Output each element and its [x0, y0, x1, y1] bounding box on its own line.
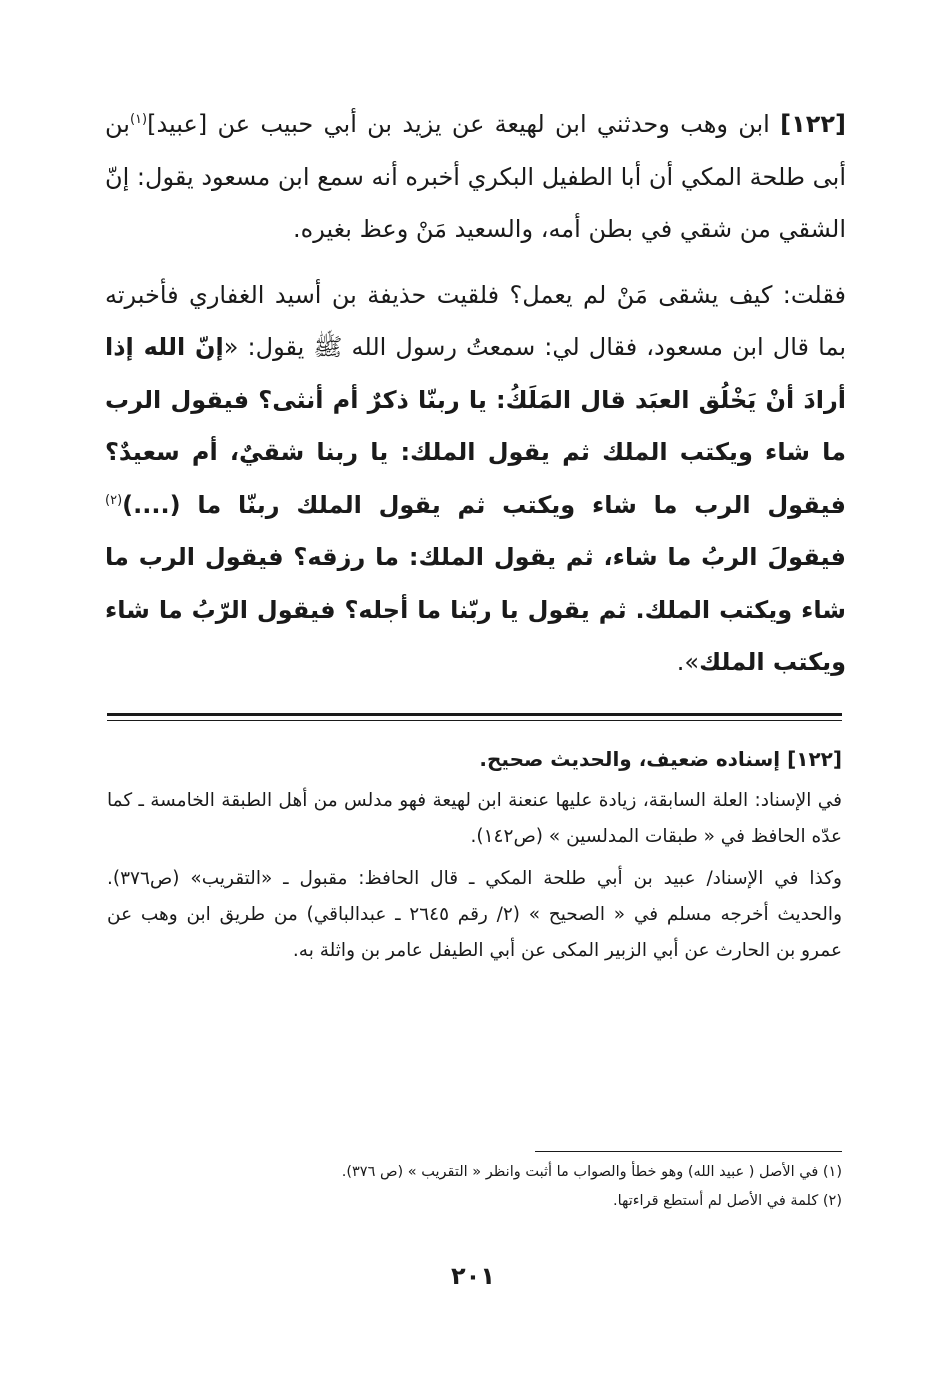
takhrij-paragraph-2: وكذا في الإسناد/ عبيد بن أبي طلحة المكي ـ قال الحافظ: مقبول ـ «التقريب» (ص٣٧٦). والحديث أخرجه مسلم في « الصحيح » (٢/ رقم ٢٦٤٥ ـ عبدالباقي) من طريق ابن وهب عن عمرو بن الحارث عن أبي الزبير المكى عن أبي الطيفل عامر بن واثلة به. [107, 868, 843, 961]
hadith-paragraph-matn [105, 269, 846, 689]
hadith-text [105, 98, 846, 689]
takhrij-section [107, 741, 842, 969]
matn-quote-part1: إنّ الله إذا أرادَ أنْ يَخْلُق العبَد قال المَلَكُ: يا ربنّا ذكرٌ أم أنثى؟ فيقول الرب ما شاء ويكتب الملك ثم يقول الملك: يا ربنا شقيٌ، أم سعيدٌ؟ فيقول الرب ما شاء ويكتب ثم يقول الملك ربنّا ما (....) [105, 333, 846, 519]
isnad-text-end: بن أبى طلحة المكي أن أبا الطفيل البكري أخبره أنه سمع ابن مسعود يقول: إنّ الشقي من شقي في بطن أمه، والسعيد مَنْ وعظ بغيره. [105, 110, 846, 243]
takhrij-paragraph-1: في الإسناد: العلة السابقة، زيادة عليها عنعنة ابن لهيعة فهو مدلس من أهل الطبقة الخامسة ـ كما عدّه الحافظ في « طبقات المدلسين » (ص١٤٢). [107, 790, 842, 847]
footnote-2: (٢) كلمة في الأصل لم أستطع قراءتها. [612, 1193, 842, 1209]
matn-quote-part2: فيقولَ الربُ ما شاء، ثم يقول الملك: ما رزقه؟ فيقول الرب ما شاء ويكتب الملك. ثم يقول يا ربّنا ما أجله؟ فيقول الرّبُ ما شاء ويكتب الملك [105, 543, 846, 676]
section-divider [107, 713, 842, 721]
footnote-divider [535, 1151, 842, 1152]
matn-intro: فقلت: كيف يشقى مَنْ لم يعمل؟ فلقيت حذيفة بن أسيد الغفاري فأخبرته بما قال ابن مسعود، فقال لي: سمعتُ رسول الله ﷺ يقول: « [105, 280, 846, 361]
footnote-1: (١) في الأصل ( عبيد الله) وهو خطأ والصواب ما أثبت وانظر « التقريب » (ص ٣٧٦). [341, 1164, 842, 1180]
takhrij-heading: [١٢٢] إسناده ضعيف، والحديث صحيح. [479, 747, 842, 771]
isnad-text-start: ابن وهب وحدثني ابن لهيعة عن يزيد بن أبي حبيب عن [عبيد] [147, 110, 770, 138]
page-number: ٢٠١ [451, 1262, 495, 1290]
hadith-number: [١٢٢] [780, 110, 846, 138]
hadith-paragraph-isnad [105, 98, 846, 256]
footnote-ref-2: (٢) [105, 492, 123, 508]
footnote-ref-1: (١) [129, 112, 148, 127]
matn-quote-close: ». [676, 648, 700, 676]
footnotes [107, 1158, 842, 1216]
